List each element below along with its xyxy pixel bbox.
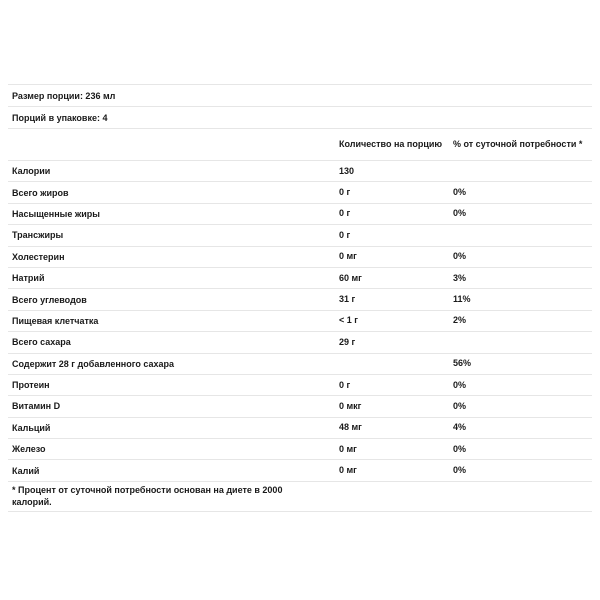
nutrient-name: Калий [12, 465, 40, 476]
nutrient-daily-value: 0% [453, 208, 467, 219]
nutrient-daily-value: 3% [453, 272, 467, 283]
nutrient-row [8, 267, 592, 288]
nutrient-name: Холестерин [12, 251, 65, 262]
nutrient-row [8, 417, 592, 438]
nutrient-name: Всего сахара [12, 337, 71, 348]
nutrient-amount: 48 мг [339, 422, 362, 433]
nutrient-name: Железо [12, 444, 46, 455]
nutrient-row [8, 160, 592, 181]
nutrient-row [8, 246, 592, 267]
nutrient-amount: < 1 г [339, 315, 359, 326]
nutrient-name: Всего углеводов [12, 294, 87, 305]
servings-per-container-row [8, 106, 592, 128]
nutrient-daily-value: 0% [453, 400, 467, 411]
nutrient-row [8, 374, 592, 395]
nutrient-name: Кальций [12, 422, 51, 433]
nutrient-row [8, 310, 592, 331]
nutrient-amount: 0 мкг [339, 400, 362, 411]
nutrient-daily-value: 0% [453, 379, 467, 390]
nutrient-amount: 29 г [339, 336, 356, 347]
nutrient-row [8, 459, 592, 480]
daily-value-column-header: % от суточной потребности * [453, 139, 583, 149]
footnote-text: * Процент от суточной потребности основан на диете в 2000 калорий. [12, 485, 283, 508]
nutrient-name: Натрий [12, 273, 45, 284]
nutrient-row [8, 395, 592, 416]
nutrient-amount: 0 г [339, 187, 351, 198]
nutrient-row [8, 203, 592, 224]
nutrient-rows [8, 160, 592, 481]
nutrient-daily-value: 0% [453, 465, 467, 476]
nutrient-name: Калории [12, 166, 51, 177]
nutrient-row [8, 438, 592, 459]
nutrition-facts-table [8, 84, 592, 512]
nutrient-name: Насыщенные жиры [12, 208, 100, 219]
nutrient-daily-value: 2% [453, 315, 467, 326]
nutrient-amount: 0 г [339, 208, 351, 219]
nutrient-row [8, 224, 592, 245]
serving-size-row [8, 84, 592, 106]
amount-column-header: Количество на порцию [339, 139, 443, 149]
nutrient-amount: 0 г [339, 379, 351, 390]
serving-size-text: Размер порции: 236 мл [12, 90, 116, 101]
nutrient-name: Витамин D [12, 401, 61, 412]
nutrient-amount: 0 мг [339, 251, 357, 262]
servings-per-container-text: Порций в упаковке: 4 [12, 112, 108, 123]
nutrient-name: Протеин [12, 380, 50, 391]
nutrient-row [8, 353, 592, 374]
nutrient-amount: 0 мг [339, 443, 357, 454]
column-header-row [8, 128, 592, 160]
nutrient-daily-value: 56% [453, 358, 472, 369]
nutrient-row [8, 181, 592, 202]
nutrient-row [8, 331, 592, 352]
nutrient-daily-value: 11% [453, 294, 471, 305]
nutrient-name: Трансжиры [12, 230, 64, 241]
nutrient-daily-value: 0% [453, 443, 467, 454]
nutrient-name: Содержит 28 г добавленного сахара [12, 358, 174, 369]
nutrient-amount: 60 мг [339, 272, 362, 283]
nutrient-daily-value: 0% [453, 251, 467, 262]
nutrient-name: Всего жиров [12, 187, 69, 198]
nutrient-amount: 0 г [339, 229, 351, 240]
nutrient-amount: 31 г [339, 294, 356, 305]
footnote-row [8, 481, 592, 512]
nutrient-daily-value: 0% [453, 187, 467, 198]
nutrient-name: Пищевая клетчатка [12, 315, 99, 326]
nutrient-amount: 0 мг [339, 465, 357, 476]
nutrient-amount: 130 [339, 165, 355, 176]
nutrient-daily-value: 4% [453, 422, 467, 433]
nutrient-row [8, 288, 592, 309]
